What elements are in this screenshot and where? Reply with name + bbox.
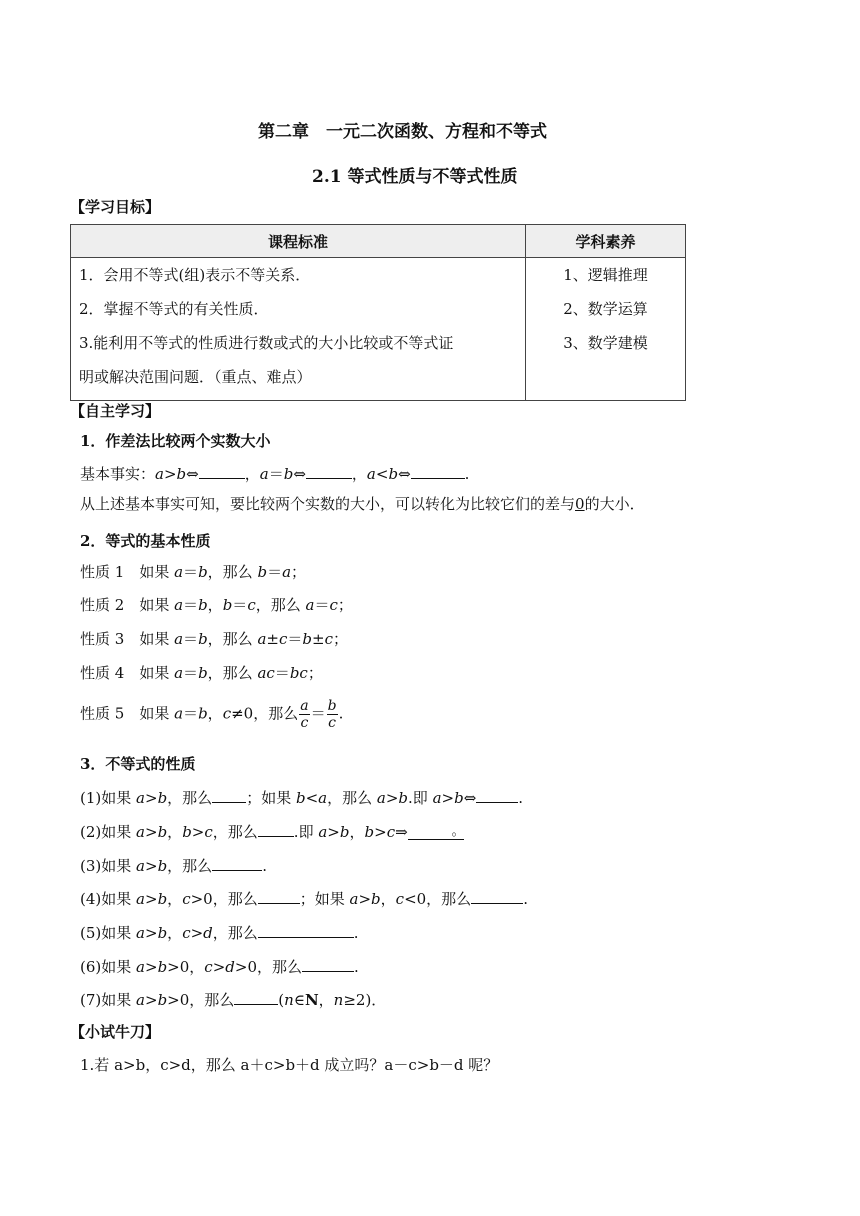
objectives-table	[70, 224, 686, 401]
section-2-title: 2．等式的基本性质	[80, 532, 211, 550]
col-header-literacy: 学科素养	[526, 225, 686, 258]
equality-property-3: 性质 3 如果 a＝b，那么 a±c＝b±c；	[80, 630, 349, 648]
section-title: 2.1 等式性质与不等式性质	[312, 167, 518, 187]
fraction-b-over-c: $\frac{b}{c}$	[327, 698, 337, 731]
property-label: 性质 2	[80, 596, 125, 614]
property-label: 性质 3	[80, 630, 125, 648]
standard-item: 3.能利用不等式的性质进行数或式的大小比较或不等式证	[79, 334, 454, 352]
standard-item: 明或解决范围问题．（重点、难点）	[79, 368, 312, 386]
equality-property-2: 性质 2 如果 a＝b，b＝c，那么 a＝c；	[80, 596, 353, 614]
literacy-item: 1、逻辑推理	[563, 266, 648, 284]
practice-header: 【小试牛刀】	[70, 1023, 161, 1041]
inequality-property-2: (2)如果 a>b，b>c，那么 .即 a>b，b>c⇒ 。	[80, 823, 465, 841]
conclusion-end: 的大小．	[584, 495, 645, 513]
inequality-property-4: (4)如果 a>b，c>0，那么 ；如果 a>b，c<0，那么 .	[80, 890, 528, 908]
inequality-property-1: (1)如果 a>b，那么 ；如果 b<a，那么 a>b.即 a>b⇔ .	[80, 789, 524, 807]
basic-fact-line: 基本事实：a>b⇔ ，a＝b⇔ ，a<b⇔ .	[80, 465, 470, 483]
col-header-standard: 课程标准	[71, 225, 526, 258]
standards-cell	[71, 258, 526, 401]
chapter-title: 第二章 一元二次函数、方程和不等式	[258, 122, 547, 142]
inequality-property-7: (7)如果 a>b>0，那么 (n∈N，n≥2)．	[80, 991, 387, 1009]
property-label: 性质 5	[80, 704, 125, 723]
inequality-property-5: (5)如果 a>b，c>d，那么 .	[80, 924, 359, 942]
conclusion-text: 从上述基本事实可知，要比较两个实数的大小，可以转化为比较它们的差与	[80, 495, 576, 513]
zero-value: 0	[575, 495, 585, 513]
basic-fact-label: 基本事实：	[80, 465, 156, 483]
section-3-title: 3．不等式的性质	[80, 755, 196, 773]
literacy-cell	[526, 258, 686, 401]
standard-item: 2．掌握不等式的有关性质．	[79, 300, 269, 318]
basic-fact-conclusion	[80, 497, 645, 512]
section-1-title: 1．作差法比较两个实数大小	[80, 432, 271, 450]
literacy-item: 2、数学运算	[563, 300, 648, 318]
objectives-header: 【学习目标】	[70, 198, 161, 216]
property-label: 性质 4	[80, 664, 125, 682]
inequality-property-3: (3)如果 a>b，那么 .	[80, 857, 267, 875]
property-label: 性质 1	[80, 563, 125, 581]
practice-question-1: 1.若 a>b，c>d，那么 a＋c>b＋d 成立吗？a－c>b－d 呢？	[80, 1056, 499, 1074]
inequality-property-6: (6)如果 a>b>0，c>d>0，那么 .	[80, 958, 359, 976]
self-study-header: 【自主学习】	[70, 402, 161, 420]
equality-property-4: 性质 4 如果 a＝b，那么 ac＝bc；	[80, 664, 323, 682]
standard-item: 1．会用不等式(组)表示不等关系．	[79, 266, 311, 284]
fraction-a-over-c: $\frac{a}{c}$	[300, 698, 309, 731]
equality-property-5: 性质 5 如果 a＝b，c≠0，那么 $\frac{a}{c}$ ＝ $\frac{b}{c}$ .	[80, 698, 344, 731]
literacy-item: 3、数学建模	[563, 334, 648, 352]
equality-property-1: 性质 1 如果 a＝b，那么 b＝a；	[80, 563, 307, 581]
